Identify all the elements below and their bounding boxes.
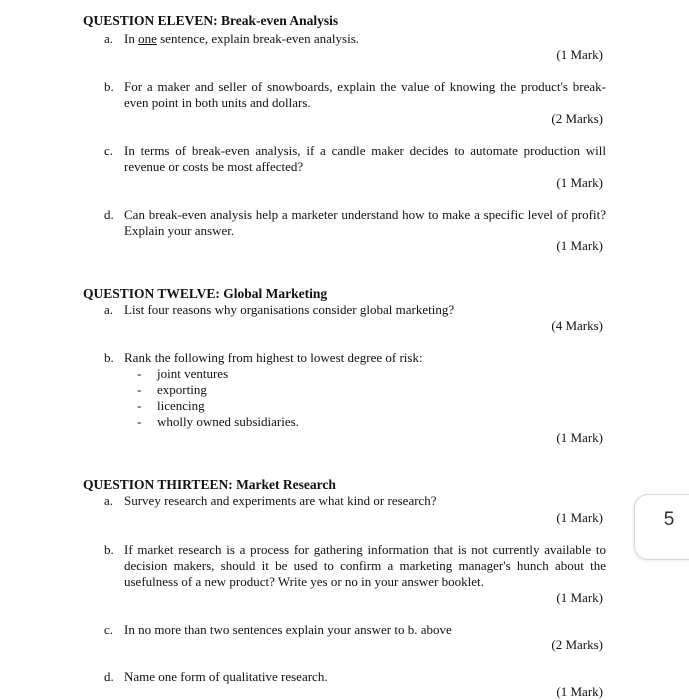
mark-allocation: (1 Mark) (556, 510, 603, 525)
list-bullet: - (137, 366, 142, 381)
question-text: In terms of break-even analysis, if a candle maker decides to automate production will revenue or costs be most affected? (124, 143, 606, 174)
question-letter: d. (104, 669, 114, 684)
question-text: Name one form of qualitative research. (124, 669, 328, 684)
section-heading-twelve: QUESTION TWELVE: Global Marketing (83, 286, 328, 301)
section-heading-eleven: QUESTION ELEVEN: Break-even Analysis (83, 13, 339, 28)
question-text: Rank the following from highest to lowest degree of risk: (124, 350, 423, 365)
mark-allocation: (1 Mark) (556, 47, 603, 62)
mark-allocation: (2 Marks) (551, 637, 603, 652)
question-text: List four reasons why organisations consider global marketing? (124, 302, 455, 317)
page-number[interactable]: 5 (663, 509, 675, 530)
mark-allocation: (1 Mark) (556, 684, 603, 699)
list-item: wholly owned subsidiaries. (157, 414, 299, 429)
list-item: joint ventures (157, 366, 229, 381)
mark-allocation: (1 Mark) (556, 175, 603, 190)
question-text: Can break-even analysis help a marketer understand how to make a specific level of profit? Explain your answer. (124, 207, 606, 238)
list-bullet: - (137, 414, 142, 429)
list-item: licencing (157, 398, 205, 413)
list-item: exporting (157, 382, 207, 397)
list-bullet: - (137, 398, 142, 413)
question-letter: d. (104, 207, 114, 222)
question-letter: b. (104, 79, 114, 94)
question-text: In no more than two sentences explain your answer to b. above (124, 622, 452, 637)
section-heading-thirteen: QUESTION THIRTEEN: Market Research (83, 477, 336, 492)
question-letter: b. (104, 542, 114, 557)
question-letter: c. (104, 622, 114, 637)
emphasis-underlined-word: one (138, 31, 157, 46)
question-letter: a. (104, 302, 114, 317)
mark-allocation: (1 Mark) (556, 430, 603, 445)
question-letter: a. (104, 31, 114, 46)
mark-allocation: (1 Mark) (556, 238, 603, 253)
mark-allocation: (2 Marks) (551, 111, 603, 126)
question-text-part: sentence, explain break-even analysis. (156, 31, 360, 46)
question-text: For a maker and seller of snowboards, explain the value of knowing the product's break-even point in both units and dollars. (124, 79, 606, 110)
question-letter: a. (104, 493, 114, 508)
question-letter: b. (104, 350, 114, 365)
question-text-part: In (124, 31, 139, 46)
question-text (124, 31, 359, 47)
question-text: If market research is a process for gathering information that is not currently available to decision makers, should it be used to confirm a marketing manager's hunch about the usefulness of a new product? Write yes or no in your answer booklet. (124, 542, 606, 589)
mark-allocation: (4 Marks) (551, 318, 603, 333)
question-letter: c. (104, 143, 114, 158)
mark-allocation: (1 Mark) (556, 590, 603, 605)
list-bullet: - (137, 382, 142, 397)
question-text: Survey research and experiments are what kind or research? (124, 493, 437, 508)
